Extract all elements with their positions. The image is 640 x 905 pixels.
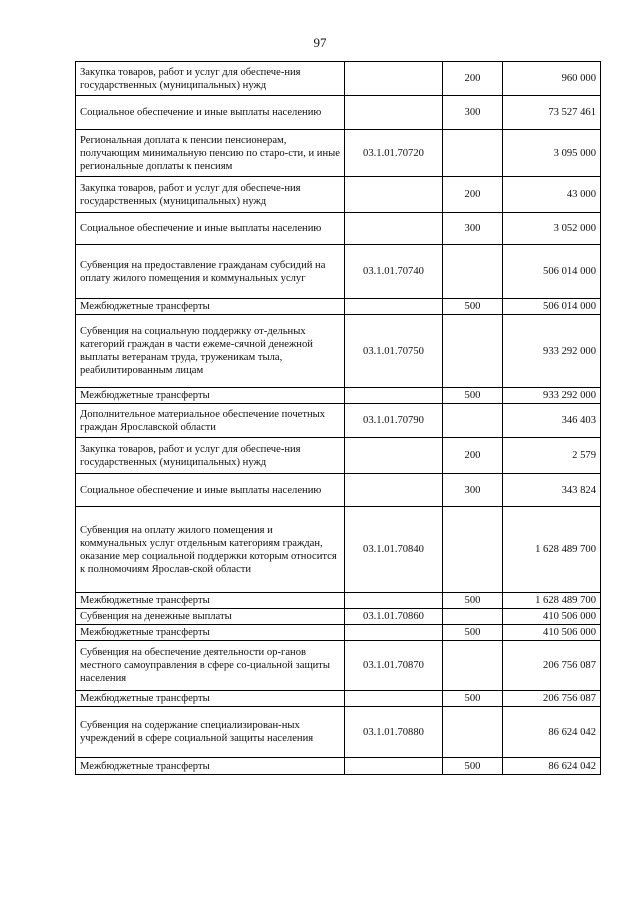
row-type [443, 404, 503, 438]
row-type: 200 [443, 62, 503, 96]
row-code [345, 691, 443, 707]
table-row [76, 62, 601, 96]
row-name: Социальное обеспечение и иные выплаты населению [76, 96, 345, 130]
row-name: Межбюджетные трансферты [76, 593, 345, 609]
row-code [345, 438, 443, 474]
row-amount: 3 052 000 [503, 213, 601, 245]
row-name: Закупка товаров, работ и услуг для обеспече-ния государственных (муниципальных) нужд [76, 438, 345, 474]
row-code: 03.1.01.70750 [345, 315, 443, 388]
row-amount: 86 624 042 [503, 707, 601, 758]
row-name: Закупка товаров, работ и услуг для обеспече-ния государственных (муниципальных) нужд [76, 62, 345, 96]
row-code [345, 758, 443, 775]
table-row [76, 130, 601, 177]
row-amount: 206 756 087 [503, 691, 601, 707]
row-code [345, 96, 443, 130]
row-code: 03.1.01.70860 [345, 609, 443, 625]
row-code: 03.1.01.70880 [345, 707, 443, 758]
row-amount: 960 000 [503, 62, 601, 96]
table-row [76, 474, 601, 507]
row-type: 500 [443, 593, 503, 609]
row-code: 03.1.01.70790 [345, 404, 443, 438]
row-name: Дополнительное материальное обеспечение почетных граждан Ярославской области [76, 404, 345, 438]
row-name: Межбюджетные трансферты [76, 691, 345, 707]
row-code [345, 299, 443, 315]
table-row [76, 593, 601, 609]
row-type [443, 130, 503, 177]
row-type: 500 [443, 691, 503, 707]
row-amount: 506 014 000 [503, 299, 601, 315]
row-type: 500 [443, 299, 503, 315]
table-row [76, 758, 601, 775]
row-name: Межбюджетные трансферты [76, 758, 345, 775]
row-name: Межбюджетные трансферты [76, 388, 345, 404]
row-amount: 1 628 489 700 [503, 593, 601, 609]
row-code [345, 388, 443, 404]
table-row [76, 625, 601, 641]
table-row [76, 609, 601, 625]
row-amount: 410 506 000 [503, 625, 601, 641]
table-row [76, 507, 601, 593]
row-amount: 346 403 [503, 404, 601, 438]
budget-table-body [76, 62, 601, 775]
row-amount: 506 014 000 [503, 245, 601, 299]
row-type [443, 609, 503, 625]
row-code: 03.1.01.70870 [345, 641, 443, 691]
row-amount: 343 824 [503, 474, 601, 507]
table-row [76, 641, 601, 691]
row-type [443, 641, 503, 691]
table-row [76, 315, 601, 388]
table-row [76, 213, 601, 245]
row-amount: 1 628 489 700 [503, 507, 601, 593]
row-name: Субвенция на денежные выплаты [76, 609, 345, 625]
row-amount: 43 000 [503, 177, 601, 213]
row-type: 200 [443, 438, 503, 474]
table-row [76, 177, 601, 213]
row-type: 300 [443, 213, 503, 245]
row-amount: 206 756 087 [503, 641, 601, 691]
row-code [345, 177, 443, 213]
row-amount: 933 292 000 [503, 388, 601, 404]
row-code: 03.1.01.70720 [345, 130, 443, 177]
row-amount: 3 095 000 [503, 130, 601, 177]
page-number: 97 [313, 35, 327, 50]
row-name: Региональная доплата к пенсии пенсионерам, получающим минимальную пенсию по старо-сти, и иные региональные доплаты к пенсиям [76, 130, 345, 177]
row-type: 500 [443, 758, 503, 775]
row-type: 500 [443, 625, 503, 641]
table-row [76, 245, 601, 299]
row-name: Субвенция на социальную поддержку от-дельных категорий граждан в части ежеме-сячной денежной выплаты ветеранам труда, труженикам тыла, реабилитированным лицам [76, 315, 345, 388]
row-name: Субвенция на содержание специализирован-ных учреждений в сфере социальной защиты населения [76, 707, 345, 758]
row-amount: 86 624 042 [503, 758, 601, 775]
row-code [345, 625, 443, 641]
row-amount: 73 527 461 [503, 96, 601, 130]
table-row [76, 438, 601, 474]
row-code: 03.1.01.70840 [345, 507, 443, 593]
row-type: 200 [443, 177, 503, 213]
row-type [443, 707, 503, 758]
row-type [443, 507, 503, 593]
row-name: Межбюджетные трансферты [76, 299, 345, 315]
row-name: Субвенция на предоставление гражданам субсидий на оплату жилого помещения и коммунальных услуг [76, 245, 345, 299]
budget-table [75, 61, 601, 775]
row-code [345, 62, 443, 96]
table-row [76, 299, 601, 315]
table-row [76, 691, 601, 707]
row-code: 03.1.01.70740 [345, 245, 443, 299]
row-name: Социальное обеспечение и иные выплаты населению [76, 474, 345, 507]
row-type: 500 [443, 388, 503, 404]
row-name: Закупка товаров, работ и услуг для обеспече-ния государственных (муниципальных) нужд [76, 177, 345, 213]
row-amount: 410 506 000 [503, 609, 601, 625]
row-type: 300 [443, 474, 503, 507]
row-code [345, 474, 443, 507]
row-type [443, 315, 503, 388]
row-type: 300 [443, 96, 503, 130]
row-type [443, 245, 503, 299]
table-row [76, 707, 601, 758]
table-row [76, 388, 601, 404]
row-code [345, 593, 443, 609]
row-amount: 2 579 [503, 438, 601, 474]
row-name: Межбюджетные трансферты [76, 625, 345, 641]
table-row [76, 404, 601, 438]
table-row [76, 96, 601, 130]
row-name: Субвенция на оплату жилого помещения и коммунальных услуг отдельным категориям граждан, оказание мер социальной поддержки которым относится к полномочиям Ярослав-ской области [76, 507, 345, 593]
row-code [345, 213, 443, 245]
row-amount: 933 292 000 [503, 315, 601, 388]
row-name: Социальное обеспечение и иные выплаты населению [76, 213, 345, 245]
row-name: Субвенция на обеспечение деятельности ор-ганов местного самоуправления в сфере со-циальной защиты населения [76, 641, 345, 691]
